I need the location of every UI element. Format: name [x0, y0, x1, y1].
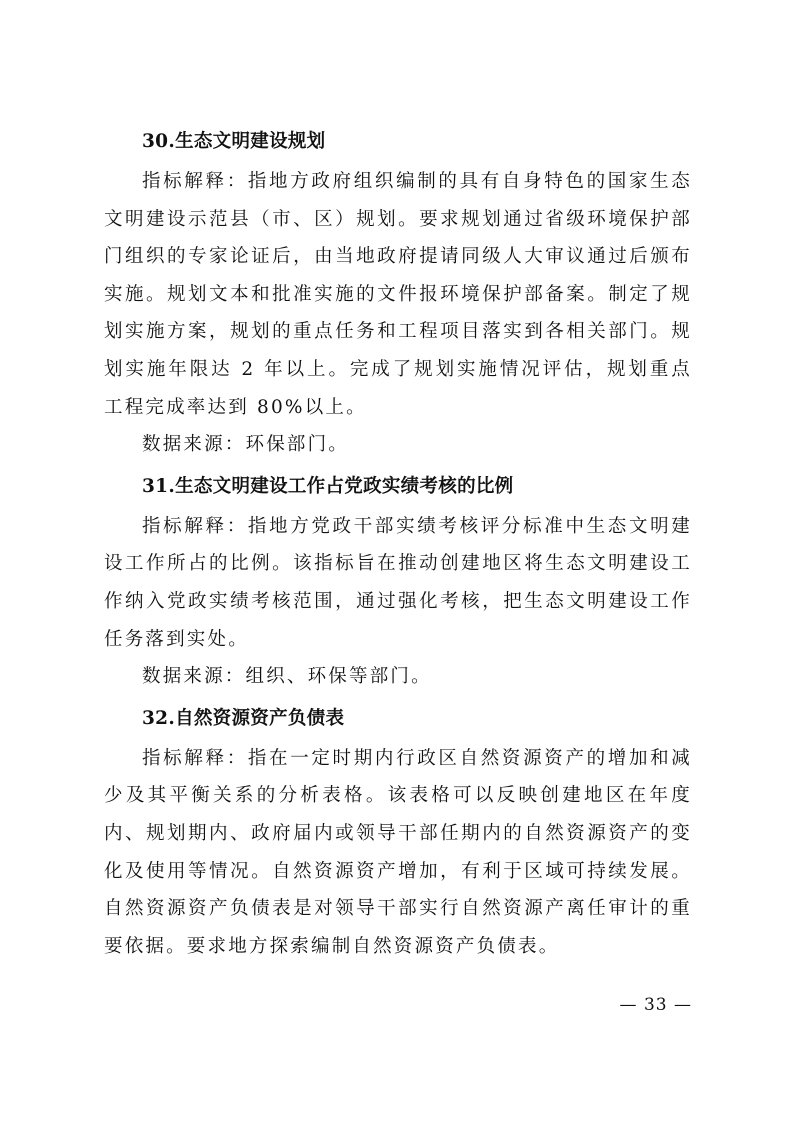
- section-32: [104, 698, 692, 966]
- data-source: 数据来源：环保部门。: [142, 434, 350, 456]
- page-number: — 33 —: [619, 995, 692, 1015]
- section-heading: 32.自然资源资产负债表: [142, 707, 345, 729]
- indicator-explanation: 指标解释：指地方政府组织编制的具有自身特色的国家生态文明建设示范县（市、区）规划。要求规划通过省级环境保护部门组织的专家论证后，由当地政府提请同级人大审议通过后颁布实施。规划文本和批准实施的文件报环境保护部备案。制定了规划实施方案，规划的重点任务和工程项目落实到各相关部门。规划实施年限达 2 年以上。完成了规划实施情况评估，规划重点工程完成率达到 80%以上。: [104, 171, 692, 418]
- section-30: [104, 121, 692, 464]
- indicator-explanation: 指标解释：指地方党政干部实绩考核评分标准中生态文明建设工作所占的比例。该指标旨在推动创建地区将生态文明建设工作纳入党政实绩考核范围，通过强化考核，把生态文明建设工作任务落到实处。: [104, 515, 692, 650]
- section-31: [104, 466, 692, 696]
- indicator-explanation: 指标解释：指在一定时期内行政区自然资源资产的增加和减少及其平衡关系的分析表格。该表格可以反映创建地区在年度内、规划期内、政府届内或领导干部任期内的自然资源资产的变化及使用等情况。自然资源资产增加，有利于区域可持续发展。自然资源资产负债表是对领导干部实行自然资源产离任审计的重要依据。要求地方探索编制自然资源资产负债表。: [104, 747, 692, 957]
- page-content: [104, 121, 692, 967]
- section-heading: 31.生态文明建设工作占党政实绩考核的比例: [142, 475, 514, 497]
- section-heading: 30.生态文明建设规划: [142, 131, 326, 152]
- data-source: 数据来源：组织、环保等部门。: [142, 666, 432, 688]
